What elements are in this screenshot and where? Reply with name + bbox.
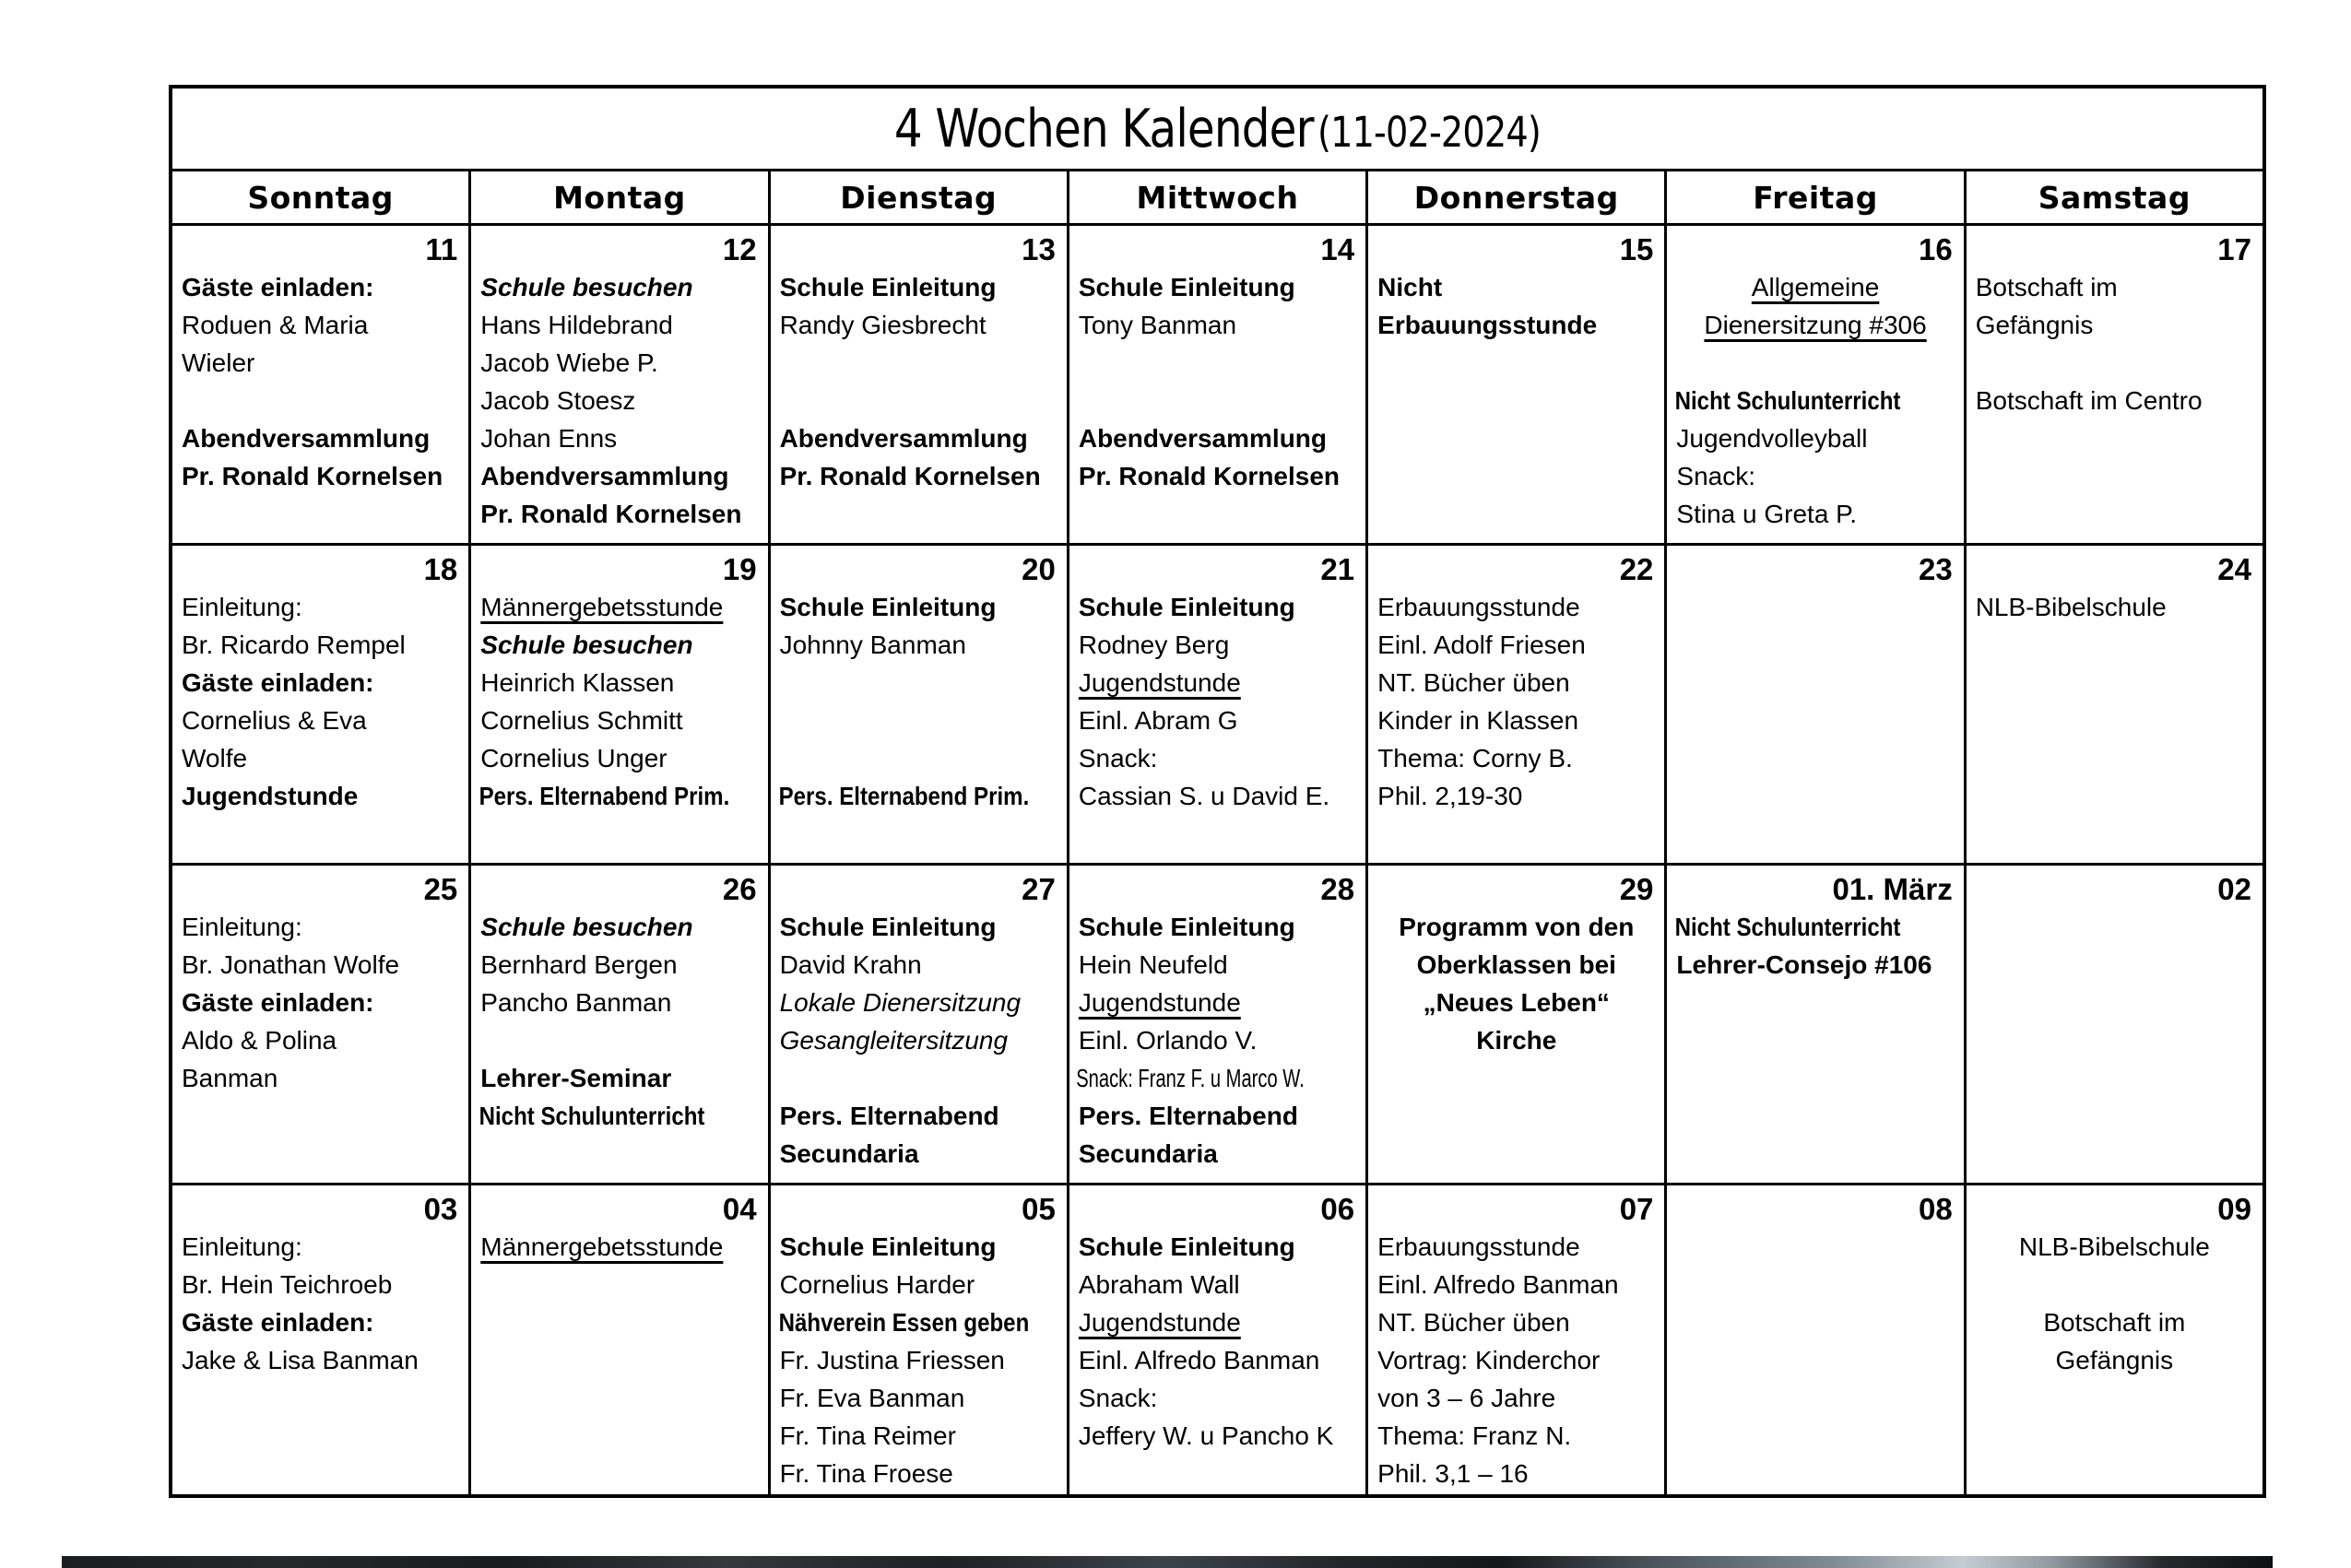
event-line: Fr. Tina Reimer — [779, 1421, 956, 1450]
cell-date: 27 — [1022, 872, 1056, 906]
event-line — [771, 701, 1067, 739]
day-cell — [1069, 866, 1365, 1183]
event-line: Fr. Tina Froese — [779, 1459, 953, 1488]
event-line — [1967, 1266, 2262, 1303]
event-line: Schule Einleitung — [779, 1232, 997, 1261]
bottom-photo-strip — [62, 1556, 2273, 1568]
day-cell — [1368, 546, 1664, 863]
cell-lines — [771, 588, 1067, 815]
cell-date: 18 — [423, 552, 458, 586]
cell-lines — [471, 1228, 767, 1266]
cell-date: 04 — [722, 1192, 757, 1226]
event-line: Lehrer-Seminar — [480, 1064, 672, 1092]
event-line: Snack: Franz F. u Marco W. — [1076, 1064, 1305, 1092]
weekday-header-sonntag: Sonntag — [172, 171, 468, 223]
event-line: Abendversammlung — [1078, 424, 1328, 453]
event-line: Cornelius Schmitt — [480, 706, 683, 735]
event-line: Cornelius Unger — [480, 744, 667, 772]
cell-date: 12 — [722, 232, 757, 266]
weekday-header-samstag: Samstag — [1967, 171, 2262, 223]
event-line: Männergebetsstunde — [480, 593, 724, 621]
event-line: Snack: — [1676, 462, 1756, 490]
event-line — [172, 382, 468, 419]
event-line: Cornelius Harder — [779, 1270, 975, 1299]
event-line: Abraham Wall — [1078, 1270, 1240, 1299]
day-cell — [771, 546, 1067, 863]
event-line: Schule Einleitung — [1078, 593, 1295, 621]
cell-date: 25 — [423, 872, 458, 906]
event-line: David Krahn — [779, 950, 922, 979]
event-line: Gesangleitersitzung — [779, 1026, 1009, 1055]
cell-lines — [1368, 908, 1664, 1059]
event-line: Bernhard Bergen — [480, 950, 678, 979]
event-line: Botschaft im — [2043, 1308, 2186, 1337]
cell-lines — [1069, 268, 1365, 495]
event-line: Nähverein Essen geben — [778, 1308, 1029, 1337]
event-line: Pers. Elternabend — [779, 1102, 999, 1130]
event-line: Einl. Alfredo Banman — [1078, 1346, 1320, 1374]
event-line — [471, 1021, 767, 1059]
cell-lines — [471, 268, 767, 533]
cell-lines — [172, 268, 468, 495]
event-line: Gefängnis — [1975, 311, 2094, 339]
event-line: Jugendstunde — [182, 782, 359, 810]
event-line — [771, 382, 1067, 419]
event-line: Pr. Ronald Kornelsen — [779, 462, 1041, 490]
day-cell — [172, 546, 468, 863]
event-line: Abendversammlung — [182, 424, 431, 453]
day-cell — [471, 1185, 767, 1494]
event-line: Hans Hildebrand — [480, 311, 673, 339]
event-line: Johan Enns — [480, 424, 618, 453]
event-line: „Neues Leben“ — [1423, 988, 1610, 1017]
weekday-header-mittwoch: Mittwoch — [1069, 171, 1365, 223]
cell-lines — [1069, 588, 1365, 815]
event-line: Phil. 2,19-30 — [1377, 782, 1523, 810]
event-line: Vortrag: Kinderchor — [1377, 1346, 1601, 1374]
cell-date: 22 — [1619, 552, 1654, 586]
title-text: 4 Wochen Kalender — [893, 98, 1314, 159]
event-line: Einl. Orlando V. — [1078, 1026, 1258, 1055]
day-cell — [1069, 546, 1365, 863]
cell-date: 23 — [1918, 552, 1953, 586]
event-line: Nicht Schulunterricht — [478, 1102, 705, 1130]
event-line: Pers. Elternabend Prim. — [478, 782, 730, 810]
day-cell — [1368, 226, 1664, 543]
event-line: Banman — [182, 1064, 278, 1092]
event-line: Tony Banman — [1078, 311, 1237, 339]
day-cell — [771, 1185, 1067, 1494]
event-line: NLB-Bibelschule — [1975, 593, 2167, 621]
event-line: Br. Jonathan Wolfe — [182, 950, 400, 979]
cell-date: 16 — [1918, 232, 1953, 266]
event-line: Jugendstunde — [1078, 668, 1241, 697]
cell-lines — [1069, 908, 1365, 1173]
event-line: Pr. Ronald Kornelsen — [480, 500, 742, 528]
day-cell — [1667, 226, 1963, 543]
cell-lines — [771, 1228, 1067, 1492]
cell-date: 29 — [1619, 872, 1654, 906]
weekday-header-freitag: Freitag — [1667, 171, 1963, 223]
event-line: Schule Einleitung — [779, 593, 997, 621]
day-cell — [1667, 1185, 1963, 1494]
weekday-header-dienstag: Dienstag — [771, 171, 1067, 223]
event-line — [1967, 344, 2262, 382]
cell-date: 05 — [1022, 1192, 1056, 1226]
event-line — [1069, 344, 1365, 382]
cell-date: 03 — [423, 1192, 458, 1226]
event-line: Thema: Corny B. — [1377, 744, 1573, 772]
event-line: Snack: — [1078, 1384, 1158, 1412]
event-line: Gäste einladen: — [182, 668, 374, 697]
event-line: Secundaria — [1078, 1139, 1218, 1168]
calendar-grid — [169, 85, 2266, 1498]
event-line: Wolfe — [182, 744, 248, 772]
event-line: Erbauungsstunde — [1377, 1232, 1580, 1261]
event-line — [1667, 344, 1963, 382]
event-line: Br. Hein Teichroeb — [182, 1270, 393, 1299]
event-line: Abendversammlung — [779, 424, 1028, 453]
event-line: Schule besuchen — [480, 631, 693, 659]
cell-date: 26 — [722, 872, 757, 906]
event-line: Schule Einleitung — [1078, 273, 1295, 301]
cell-date: 15 — [1619, 232, 1654, 266]
event-line: Thema: Franz N. — [1377, 1421, 1572, 1450]
page-title — [894, 99, 1541, 159]
event-line: Einleitung: — [182, 1232, 302, 1261]
cell-lines — [1368, 1228, 1664, 1492]
day-cell — [1967, 1185, 2262, 1494]
day-cell — [1368, 1185, 1664, 1494]
cell-lines — [172, 908, 468, 1097]
cell-lines — [1368, 588, 1664, 815]
event-line: Einl. Adolf Friesen — [1377, 631, 1586, 659]
cell-date: 21 — [1320, 552, 1355, 586]
event-line: Schule Einleitung — [1078, 913, 1295, 941]
event-line: Schule Einleitung — [779, 913, 997, 941]
day-cell — [1069, 1185, 1365, 1494]
cell-date: 01. März — [1832, 872, 1953, 906]
event-line: Kirche — [1476, 1026, 1557, 1055]
event-line: Programm von den — [1399, 913, 1635, 941]
event-line: Br. Ricardo Rempel — [182, 631, 406, 659]
day-cell — [1967, 546, 2262, 863]
event-line: Heinrich Klassen — [480, 668, 675, 697]
cell-date: 28 — [1320, 872, 1355, 906]
event-line: Rodney Berg — [1078, 631, 1230, 659]
event-line: Jacob Wiebe P. — [480, 348, 658, 377]
event-line: Nicht Schulunterricht — [1675, 386, 1901, 415]
event-line: Einleitung: — [182, 593, 302, 621]
cell-date: 24 — [2217, 552, 2251, 586]
cell-date: 09 — [2217, 1192, 2251, 1226]
event-line: Cornelius & Eva — [182, 706, 367, 735]
cell-date: 20 — [1022, 552, 1056, 586]
event-line: Pr. Ronald Kornelsen — [182, 462, 443, 490]
event-line: Jugendstunde — [1078, 988, 1241, 1017]
event-line: Erbauungsstunde — [1377, 311, 1598, 339]
cell-lines — [1967, 1228, 2262, 1379]
cell-date: 19 — [722, 552, 757, 586]
event-line: Botschaft im Centro — [1975, 386, 2203, 415]
event-line: Stina u Greta P. — [1676, 500, 1858, 528]
cell-lines — [172, 1228, 468, 1379]
event-line: Pers. Elternabend Prim. — [778, 782, 1029, 810]
event-line: Cassian S. u David E. — [1078, 782, 1330, 810]
event-line: Phil. 3,1 – 16 — [1377, 1459, 1529, 1488]
event-line: Fr. Justina Friessen — [779, 1346, 1005, 1374]
event-line: Jacob Stoesz — [480, 386, 636, 415]
cell-date: 02 — [2217, 872, 2251, 906]
day-cell — [172, 226, 468, 543]
cell-date: 07 — [1619, 1192, 1654, 1226]
event-line: Dienersitzung #306 — [1704, 311, 1927, 339]
event-line: Jugendstunde — [1078, 1308, 1241, 1337]
event-line: Secundaria — [779, 1139, 919, 1168]
day-cell — [1368, 866, 1664, 1183]
event-line: Allgemeine — [1751, 273, 1880, 301]
event-line: Snack: — [1078, 744, 1158, 772]
event-line: Schule Einleitung — [1078, 1232, 1295, 1261]
event-line — [771, 739, 1067, 777]
event-line: Nicht Schulunterricht — [1675, 913, 1901, 941]
event-line: Einleitung: — [182, 913, 302, 941]
event-line: Lehrer-Consejo #106 — [1676, 950, 1932, 979]
event-line: Jeffery W. u Pancho K — [1078, 1421, 1334, 1450]
cell-lines — [1368, 268, 1664, 344]
title-row — [172, 88, 2262, 169]
cell-lines — [1967, 268, 2262, 419]
event-line: Pancho Banman — [480, 988, 672, 1017]
cell-date: 13 — [1022, 232, 1056, 266]
event-line: Kinder in Klassen — [1377, 706, 1579, 735]
cell-lines — [771, 268, 1067, 495]
cell-date: 17 — [2217, 232, 2251, 266]
event-line: Roduen & Maria — [182, 311, 369, 339]
event-line: Fr. Eva Banman — [779, 1384, 965, 1412]
event-line: Pr. Ronald Kornelsen — [1078, 462, 1341, 490]
cell-lines — [172, 588, 468, 815]
event-line: Lokale Dienersitzung — [779, 988, 1022, 1017]
event-line: Männergebetsstunde — [480, 1232, 724, 1261]
cell-date: 08 — [1918, 1192, 1953, 1226]
event-line: Gäste einladen: — [182, 1308, 374, 1337]
cell-lines — [771, 908, 1067, 1173]
cell-lines — [471, 588, 767, 815]
cell-date: 06 — [1320, 1192, 1355, 1226]
event-line — [771, 664, 1067, 701]
cell-lines — [1667, 268, 1963, 533]
title-date: (11-02-2024) — [1317, 107, 1542, 157]
event-line: Johnny Banman — [779, 631, 966, 659]
event-line: Oberklassen bei — [1416, 950, 1616, 979]
event-line: Hein Neufeld — [1078, 950, 1228, 979]
event-line: Nicht — [1377, 273, 1443, 301]
event-line: NLB-Bibelschule — [2018, 1232, 2210, 1261]
day-cell — [1667, 546, 1963, 863]
event-line: Aldo & Polina — [182, 1026, 337, 1055]
cell-lines — [471, 908, 767, 1135]
day-cell — [771, 226, 1067, 543]
day-cell — [471, 866, 767, 1183]
event-line: Schule Einleitung — [779, 273, 997, 301]
event-line: NT. Bücher üben — [1377, 1308, 1570, 1337]
event-line: Abendversammlung — [480, 462, 729, 490]
event-line: Randy Giesbrecht — [779, 311, 986, 339]
cell-date: 14 — [1320, 232, 1355, 266]
day-cell — [771, 866, 1067, 1183]
event-line: Erbauungsstunde — [1377, 593, 1580, 621]
cell-lines — [1069, 1228, 1365, 1455]
event-line: Botschaft im — [1975, 273, 2118, 301]
event-line — [771, 344, 1067, 382]
event-line: Wieler — [182, 348, 255, 377]
event-line: Schule besuchen — [480, 913, 693, 941]
event-line: Gäste einladen: — [182, 988, 374, 1017]
event-line — [771, 1059, 1067, 1097]
cell-lines — [1667, 908, 1963, 984]
day-cell — [1667, 866, 1963, 1183]
day-cell — [172, 866, 468, 1183]
event-line: NT. Bücher üben — [1377, 668, 1570, 697]
event-line — [1069, 382, 1365, 419]
event-line: Gäste einladen: — [182, 273, 374, 301]
day-cell — [471, 226, 767, 543]
day-cell — [172, 1185, 468, 1494]
event-line: Einl. Alfredo Banman — [1377, 1270, 1619, 1299]
event-line: Gefängnis — [2055, 1346, 2174, 1374]
day-cell — [1967, 866, 2262, 1183]
day-cell — [1069, 226, 1365, 543]
event-line: Pers. Elternabend — [1078, 1102, 1298, 1130]
weekday-header-montag: Montag — [471, 171, 767, 223]
cell-lines — [1967, 588, 2262, 626]
event-line: Jugendvolleyball — [1676, 424, 1868, 453]
cell-date: 11 — [425, 232, 458, 266]
event-line: Schule besuchen — [480, 273, 693, 301]
weekday-header-donnerstag: Donnerstag — [1368, 171, 1664, 223]
day-cell — [471, 546, 767, 863]
event-line: von 3 – 6 Jahre — [1377, 1384, 1556, 1412]
event-line: Einl. Abram G — [1078, 706, 1238, 735]
day-cell — [1967, 226, 2262, 543]
event-line: Jake & Lisa Banman — [182, 1346, 419, 1374]
